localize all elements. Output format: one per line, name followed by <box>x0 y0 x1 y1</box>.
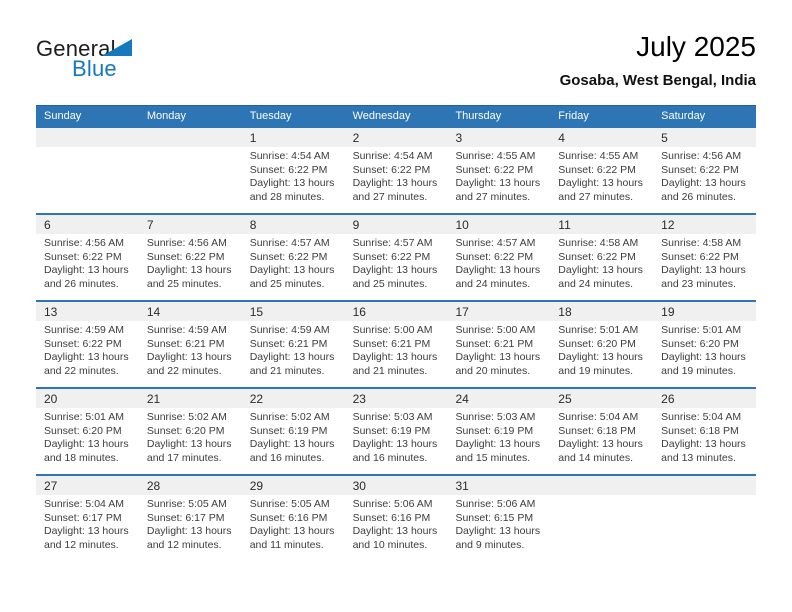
day-details <box>550 321 653 378</box>
calendar-day-cell <box>36 215 139 300</box>
date-number: 20 <box>44 391 58 406</box>
date-number: 6 <box>44 217 51 232</box>
sunset-text: Sunset: 6:15 PM <box>455 511 534 524</box>
sunrise-text: Sunrise: 5:04 AM <box>661 411 742 423</box>
date-band <box>345 128 448 147</box>
sunrise-text: Sunrise: 5:03 AM <box>455 411 536 423</box>
daylight-text-line2: and 17 minutes. <box>146 451 222 464</box>
daylight-text-line2: and 12 minutes. <box>146 538 222 551</box>
sunrise-text: Sunrise: 4:59 AM <box>44 324 124 336</box>
daylight-text-line1: Daylight: 13 hours <box>44 525 129 537</box>
daylight-text-line1: Daylight: 13 hours <box>146 438 232 450</box>
date-number: 11 <box>558 217 571 232</box>
date-number: 15 <box>249 304 264 319</box>
sunrise-text: Sunrise: 5:01 AM <box>44 411 124 423</box>
sunset-text: Sunset: 6:22 PM <box>455 250 534 263</box>
date-band <box>550 215 653 234</box>
sunset-text: Sunset: 6:22 PM <box>44 250 122 263</box>
general-blue-logo <box>36 36 146 88</box>
day-details <box>36 408 139 465</box>
calendar-grid <box>36 126 756 561</box>
calendar-day-cell <box>550 389 653 474</box>
weekday-header-row <box>36 105 756 126</box>
sunset-text: Sunset: 6:17 PM <box>44 511 122 524</box>
weekday-header-wednesday: Wednesday <box>352 110 411 122</box>
week-row <box>36 387 756 474</box>
day-details <box>550 234 653 291</box>
calendar-day-cell <box>447 389 550 474</box>
sunset-text: Sunset: 6:19 PM <box>352 424 431 437</box>
sunrise-text: Sunrise: 5:02 AM <box>146 411 227 423</box>
sunrise-text: Sunrise: 5:05 AM <box>146 498 227 510</box>
sunset-text: Sunset: 6:21 PM <box>352 337 431 350</box>
calendar-day-cell <box>345 476 448 561</box>
sunset-text: Sunset: 6:22 PM <box>146 250 225 263</box>
sunset-text: Sunset: 6:22 PM <box>249 250 328 263</box>
day-details <box>139 321 242 378</box>
sunset-text: Sunset: 6:18 PM <box>558 424 636 437</box>
calendar-day-cell <box>139 389 242 474</box>
date-band <box>345 215 448 234</box>
date-band <box>550 302 653 321</box>
day-details <box>242 408 345 465</box>
date-number: 23 <box>352 391 366 406</box>
calendar-day-cell <box>36 476 139 561</box>
calendar-day-cell <box>139 302 242 387</box>
calendar-day-cell <box>242 128 345 213</box>
daylight-text-line1: Daylight: 13 hours <box>352 351 438 363</box>
calendar-empty-cell <box>139 128 242 213</box>
day-details <box>447 321 550 378</box>
calendar-day-cell <box>447 215 550 300</box>
day-details <box>345 408 448 465</box>
calendar-day-cell <box>139 215 242 300</box>
day-details <box>447 234 550 291</box>
daylight-text-line1: Daylight: 13 hours <box>558 351 643 363</box>
date-number: 12 <box>661 217 675 232</box>
calendar-table <box>36 105 756 561</box>
sunset-text: Sunset: 6:17 PM <box>146 511 225 524</box>
daylight-text-line2: and 21 minutes. <box>249 364 325 377</box>
calendar-day-cell <box>550 302 653 387</box>
sunset-text: Sunset: 6:20 PM <box>558 337 636 350</box>
sunset-text: Sunset: 6:22 PM <box>661 163 739 176</box>
page-header <box>36 30 756 98</box>
calendar-empty-cell <box>550 476 653 561</box>
calendar-day-cell <box>36 302 139 387</box>
weekday-header-sunday: Sunday <box>44 110 82 122</box>
page-subtitle: Gosaba, West Bengal, India <box>559 72 756 89</box>
day-details <box>139 234 242 291</box>
day-details <box>36 495 139 552</box>
day-details <box>447 147 550 204</box>
day-details <box>36 234 139 291</box>
sunset-text: Sunset: 6:18 PM <box>661 424 739 437</box>
daylight-text-line1: Daylight: 13 hours <box>455 525 541 537</box>
calendar-day-cell <box>345 215 448 300</box>
sunrise-text: Sunrise: 5:01 AM <box>661 324 742 336</box>
daylight-text-line1: Daylight: 13 hours <box>249 525 335 537</box>
date-number: 13 <box>44 304 58 319</box>
calendar-day-cell <box>345 302 448 387</box>
date-number: 7 <box>146 217 154 232</box>
daylight-text-line1: Daylight: 13 hours <box>352 525 438 537</box>
sunrise-text: Sunrise: 4:56 AM <box>146 237 227 249</box>
daylight-text-line1: Daylight: 13 hours <box>44 351 129 363</box>
weekday-header-friday: Friday <box>558 110 589 122</box>
date-band <box>345 302 448 321</box>
calendar-day-cell <box>139 476 242 561</box>
calendar-empty-cell <box>36 128 139 213</box>
day-details <box>550 147 653 204</box>
sunrise-text: Sunrise: 4:55 AM <box>558 150 639 162</box>
sunset-text: Sunset: 6:19 PM <box>455 424 534 437</box>
day-details <box>653 408 756 465</box>
daylight-text-line1: Daylight: 13 hours <box>352 264 438 276</box>
date-number: 10 <box>455 217 469 232</box>
date-band <box>242 302 345 321</box>
day-details <box>139 495 242 552</box>
date-band <box>653 302 756 321</box>
daylight-text-line1: Daylight: 13 hours <box>352 177 438 189</box>
sunrise-text: Sunrise: 5:03 AM <box>352 411 433 423</box>
date-band <box>653 476 756 495</box>
page-title: July 2025 <box>636 31 756 62</box>
date-band <box>139 128 242 147</box>
daylight-text-line2: and 14 minutes. <box>558 451 634 464</box>
daylight-text-line2: and 27 minutes. <box>352 190 428 203</box>
daylight-text-line1: Daylight: 13 hours <box>455 177 541 189</box>
sunset-text: Sunset: 6:22 PM <box>352 163 431 176</box>
sunrise-text: Sunrise: 4:57 AM <box>352 237 433 249</box>
calendar-day-cell <box>653 302 756 387</box>
daylight-text-line1: Daylight: 13 hours <box>661 351 746 363</box>
week-row <box>36 213 756 300</box>
sunrise-text: Sunrise: 4:59 AM <box>249 324 330 336</box>
date-band <box>139 302 242 321</box>
date-band <box>242 215 345 234</box>
sunrise-text: Sunrise: 4:57 AM <box>455 237 536 249</box>
daylight-text-line2: and 23 minutes. <box>661 277 736 290</box>
daylight-text-line1: Daylight: 13 hours <box>249 351 335 363</box>
calendar-day-cell <box>242 215 345 300</box>
daylight-text-line2: and 19 minutes. <box>661 364 736 377</box>
daylight-text-line1: Daylight: 13 hours <box>249 177 335 189</box>
daylight-text-line1: Daylight: 13 hours <box>558 264 643 276</box>
date-number: 22 <box>249 391 264 406</box>
daylight-text-line2: and 18 minutes. <box>44 451 119 464</box>
daylight-text-line2: and 11 minutes. <box>249 538 324 551</box>
date-number: 21 <box>146 391 161 406</box>
daylight-text-line2: and 19 minutes. <box>558 364 634 377</box>
date-number: 14 <box>146 304 161 319</box>
week-row <box>36 300 756 387</box>
sunset-text: Sunset: 6:20 PM <box>44 424 122 437</box>
sunset-text: Sunset: 6:22 PM <box>352 250 431 263</box>
date-band <box>36 302 139 321</box>
date-band <box>447 302 550 321</box>
sunset-text: Sunset: 6:21 PM <box>249 337 328 350</box>
date-number: 16 <box>352 304 366 319</box>
daylight-text-line1: Daylight: 13 hours <box>661 264 746 276</box>
day-details <box>345 234 448 291</box>
date-number: 17 <box>455 304 469 319</box>
date-number: 25 <box>558 391 572 406</box>
sunrise-text: Sunrise: 4:56 AM <box>661 150 742 162</box>
daylight-text-line2: and 20 minutes. <box>455 364 531 377</box>
day-details <box>447 408 550 465</box>
daylight-text-line1: Daylight: 13 hours <box>455 438 541 450</box>
week-row <box>36 126 756 213</box>
daylight-text-line1: Daylight: 13 hours <box>44 264 129 276</box>
sunset-text: Sunset: 6:16 PM <box>352 511 431 524</box>
day-details <box>345 495 448 552</box>
logo-text-general: General <box>36 36 116 61</box>
sunset-text: Sunset: 6:21 PM <box>455 337 534 350</box>
day-details <box>447 495 550 552</box>
date-number: 27 <box>44 478 58 493</box>
calendar-day-cell <box>653 215 756 300</box>
date-number: 18 <box>558 304 572 319</box>
date-band <box>653 215 756 234</box>
date-number: 26 <box>661 391 675 406</box>
daylight-text-line1: Daylight: 13 hours <box>455 264 541 276</box>
date-number: 29 <box>249 478 264 493</box>
date-band <box>345 476 448 495</box>
date-band <box>242 476 345 495</box>
sunset-text: Sunset: 6:16 PM <box>249 511 328 524</box>
date-band <box>550 476 653 495</box>
date-band <box>447 389 550 408</box>
date-band <box>139 389 242 408</box>
calendar-day-cell <box>550 215 653 300</box>
daylight-text-line1: Daylight: 13 hours <box>146 351 232 363</box>
date-band <box>447 215 550 234</box>
day-details <box>139 408 242 465</box>
sunrise-text: Sunrise: 5:00 AM <box>352 324 433 336</box>
daylight-text-line2: and 13 minutes. <box>661 451 736 464</box>
day-details <box>242 321 345 378</box>
date-band <box>550 128 653 147</box>
sunset-text: Sunset: 6:22 PM <box>661 250 739 263</box>
title-block <box>560 30 756 89</box>
daylight-text-line1: Daylight: 13 hours <box>558 438 643 450</box>
calendar-day-cell <box>345 128 448 213</box>
daylight-text-line2: and 15 minutes. <box>455 451 531 464</box>
calendar-day-cell <box>550 128 653 213</box>
calendar-day-cell <box>242 389 345 474</box>
daylight-text-line1: Daylight: 13 hours <box>661 177 746 189</box>
sunrise-text: Sunrise: 4:56 AM <box>44 237 124 249</box>
daylight-text-line2: and 16 minutes. <box>352 451 428 464</box>
sunset-text: Sunset: 6:22 PM <box>558 250 636 263</box>
date-number: 9 <box>352 217 360 232</box>
date-number: 3 <box>455 130 463 145</box>
calendar-day-cell <box>447 302 550 387</box>
date-number: 5 <box>661 130 668 145</box>
sunset-text: Sunset: 6:20 PM <box>661 337 739 350</box>
date-band <box>345 389 448 408</box>
sunrise-text: Sunrise: 5:04 AM <box>558 411 639 423</box>
daylight-text-line1: Daylight: 13 hours <box>558 177 643 189</box>
daylight-text-line2: and 10 minutes. <box>352 538 428 551</box>
date-band <box>139 215 242 234</box>
sunrise-text: Sunrise: 5:00 AM <box>455 324 536 336</box>
date-number: 30 <box>352 478 366 493</box>
date-number: 31 <box>455 478 469 493</box>
date-band <box>139 476 242 495</box>
sunrise-text: Sunrise: 5:06 AM <box>352 498 433 510</box>
sunrise-text: Sunrise: 5:01 AM <box>558 324 639 336</box>
date-band <box>36 128 139 147</box>
day-details <box>550 408 653 465</box>
calendar-day-cell <box>345 389 448 474</box>
daylight-text-line1: Daylight: 13 hours <box>249 264 335 276</box>
sunset-text: Sunset: 6:22 PM <box>44 337 122 350</box>
day-details <box>653 147 756 204</box>
sunset-text: Sunset: 6:20 PM <box>146 424 225 437</box>
daylight-text-line2: and 27 minutes. <box>558 190 634 203</box>
day-details <box>242 147 345 204</box>
date-band <box>242 128 345 147</box>
calendar-empty-cell <box>653 476 756 561</box>
calendar-day-cell <box>447 128 550 213</box>
daylight-text-line2: and 24 minutes. <box>558 277 634 290</box>
date-band <box>653 389 756 408</box>
day-details <box>345 321 448 378</box>
daylight-text-line2: and 28 minutes. <box>249 190 325 203</box>
sunrise-text: Sunrise: 4:58 AM <box>661 237 742 249</box>
day-details <box>345 147 448 204</box>
date-number: 2 <box>352 130 360 145</box>
date-number: 8 <box>249 217 257 232</box>
daylight-text-line2: and 16 minutes. <box>249 451 325 464</box>
daylight-text-line2: and 21 minutes. <box>352 364 428 377</box>
day-details <box>653 321 756 378</box>
daylight-text-line1: Daylight: 13 hours <box>352 438 438 450</box>
date-band <box>36 476 139 495</box>
date-band <box>653 128 756 147</box>
calendar-day-cell <box>242 302 345 387</box>
calendar-day-cell <box>36 389 139 474</box>
calendar-day-cell <box>242 476 345 561</box>
daylight-text-line1: Daylight: 13 hours <box>146 264 232 276</box>
weekday-header-thursday: Thursday <box>455 110 502 122</box>
daylight-text-line1: Daylight: 13 hours <box>146 525 232 537</box>
calendar-day-cell <box>447 476 550 561</box>
sunset-text: Sunset: 6:22 PM <box>455 163 534 176</box>
weekday-header-saturday: Saturday <box>661 110 706 122</box>
sunrise-text: Sunrise: 4:57 AM <box>249 237 330 249</box>
calendar-day-cell <box>653 128 756 213</box>
date-number: 28 <box>146 478 161 493</box>
daylight-text-line2: and 25 minutes. <box>146 277 222 290</box>
sunrise-text: Sunrise: 5:02 AM <box>249 411 330 423</box>
sunrise-text: Sunrise: 4:54 AM <box>352 150 433 162</box>
daylight-text-line2: and 12 minutes. <box>44 538 119 551</box>
sunrise-text: Sunrise: 5:04 AM <box>44 498 124 510</box>
day-details <box>653 234 756 291</box>
calendar-day-cell <box>653 389 756 474</box>
weekday-header-tuesday: Tuesday <box>249 110 292 122</box>
sunset-text: Sunset: 6:19 PM <box>249 424 328 437</box>
date-band <box>447 128 550 147</box>
daylight-text-line2: and 22 minutes. <box>44 364 119 377</box>
daylight-text-line2: and 9 minutes. <box>455 538 525 551</box>
daylight-text-line1: Daylight: 13 hours <box>661 438 746 450</box>
sunset-text: Sunset: 6:22 PM <box>558 163 636 176</box>
daylight-text-line1: Daylight: 13 hours <box>249 438 335 450</box>
date-band <box>36 215 139 234</box>
daylight-text-line2: and 22 minutes. <box>146 364 222 377</box>
date-band <box>550 389 653 408</box>
week-row <box>36 474 756 561</box>
day-details <box>242 495 345 552</box>
day-details <box>242 234 345 291</box>
sunrise-text: Sunrise: 4:59 AM <box>146 324 227 336</box>
logo-text-blue: Blue <box>72 56 117 81</box>
sunrise-text: Sunrise: 4:55 AM <box>455 150 536 162</box>
date-band <box>36 389 139 408</box>
date-number: 4 <box>558 130 565 145</box>
day-details <box>36 321 139 378</box>
daylight-text-line2: and 26 minutes. <box>44 277 119 290</box>
date-band <box>242 389 345 408</box>
date-band <box>447 476 550 495</box>
date-number: 19 <box>661 304 675 319</box>
daylight-text-line1: Daylight: 13 hours <box>455 351 541 363</box>
sunset-text: Sunset: 6:21 PM <box>146 337 225 350</box>
sunrise-text: Sunrise: 5:05 AM <box>249 498 330 510</box>
sunrise-text: Sunrise: 4:58 AM <box>558 237 639 249</box>
daylight-text-line2: and 25 minutes. <box>352 277 428 290</box>
daylight-text-line2: and 25 minutes. <box>249 277 325 290</box>
sunrise-text: Sunrise: 4:54 AM <box>249 150 330 162</box>
date-number: 1 <box>249 130 257 145</box>
daylight-text-line2: and 26 minutes. <box>661 190 736 203</box>
daylight-text-line2: and 27 minutes. <box>455 190 531 203</box>
date-number: 24 <box>455 391 469 406</box>
daylight-text-line2: and 24 minutes. <box>455 277 531 290</box>
daylight-text-line1: Daylight: 13 hours <box>44 438 129 450</box>
weekday-header-monday: Monday <box>146 110 186 122</box>
sunset-text: Sunset: 6:22 PM <box>249 163 328 176</box>
sunrise-text: Sunrise: 5:06 AM <box>455 498 536 510</box>
